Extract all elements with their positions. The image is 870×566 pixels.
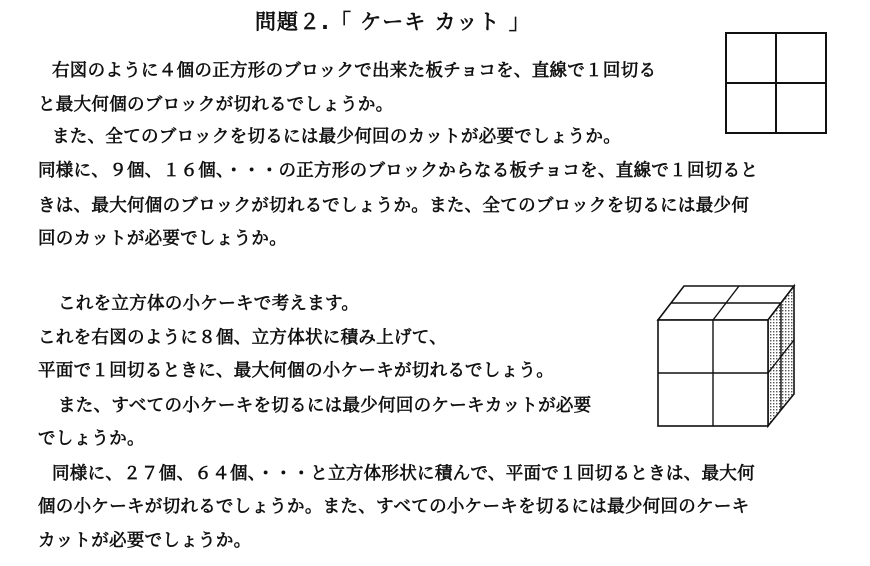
paragraph-line: 右図のように４個の正方形のブロックで出来た板チョコを、直線で１回切る: [52, 61, 657, 81]
paragraph-line: 個の小ケーキが切れるでしょうか。また、すべての小ケーキを切るには最少何回のケーキ: [38, 497, 750, 517]
paragraph-line: これを立方体の小ケーキで考えます。: [58, 294, 360, 314]
paragraph-line: また、すべての小ケーキを切るには最少何回のケーキカットが必要: [58, 396, 592, 416]
paragraph-line: 回のカットが必要でしょうか。: [38, 229, 288, 249]
problem-title: 問題２.「 ケーキ カット 」: [255, 10, 531, 34]
paragraph-line: 平面で１回切るときに、最大何個の小ケーキが切れるでしょう。: [38, 361, 555, 381]
cube-figure: [650, 280, 810, 430]
paragraph-line: でしょうか。: [38, 429, 145, 449]
paragraph-line: きは、最大何個のブロックが切れるでしょうか。また、全てのブロックを切るには最少何: [38, 196, 750, 216]
paragraph-line: カットが必要でしょうか。: [38, 531, 252, 551]
paragraph-line: また、全てのブロックを切るには最少何回のカットが必要でしょうか。: [52, 127, 622, 147]
paragraph-line: 同様に、２７個、６４個、・・・と立方体形状に積んで、平面で１回切るときは、最大何: [52, 464, 755, 484]
paragraph-line: 同様に、９個、１６個、・・・の正方形のブロックからなる板チョコを、直線で１回切ると: [38, 161, 759, 181]
paragraph-line: これを右図のように８個、立方体状に積み上げて、: [38, 328, 448, 348]
square-grid-figure: [723, 31, 829, 137]
paragraph-line: と最大何個のブロックが切れるでしょうか。: [38, 95, 394, 115]
